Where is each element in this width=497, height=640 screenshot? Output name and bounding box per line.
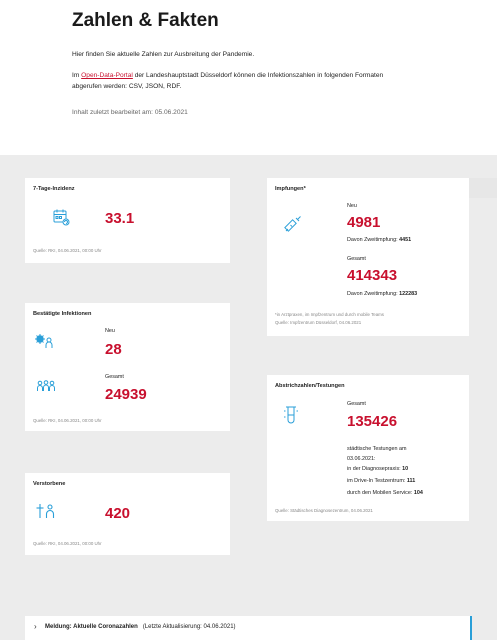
opendata-text: Im Open-Data-Portal der Landeshauptstadt Düsseldorf können die Infektionszahlen in folgenden Formaten abgerufen werden: CSV, JSON, RDF.	[72, 72, 384, 90]
deaths-source: Quelle: RKI, 04.06.2021, 00:00 Uhr	[33, 541, 102, 546]
intro-text: Hier finden Sie aktuelle Zahlen zur Ausbreitung der Pandemie.	[72, 51, 255, 58]
confirmed-total-label: Gesamt	[105, 374, 124, 380]
news-label: Meldung: Aktuelle Coronazahlen (Letzte Aktualisierung: 04.06.2021)	[45, 624, 236, 630]
incidence-value: 33.1	[105, 210, 135, 227]
last-edited-text: Inhalt zuletzt bearbeitet am: 05.06.2021	[72, 109, 188, 116]
vaccination-total-label: Gesamt	[347, 256, 366, 262]
vaccination-new-value: 4981	[347, 214, 381, 231]
chevron-right-icon: ›	[34, 622, 37, 631]
test-tube-icon	[283, 405, 299, 425]
confirmed-infections-card	[25, 303, 230, 431]
vaccination-card	[267, 178, 469, 336]
incidence-source: Quelle: RKI, 04.06.2021, 00:00 Uhr	[33, 248, 102, 253]
intro-section	[0, 0, 497, 155]
vaccination-footnote: *in Arztpraxen, im Impfzentrum und durch mobile Teams	[275, 312, 384, 317]
vaccination-source: Quelle: Impfzentrum Düsseldorf, 04.06.2021	[275, 320, 362, 325]
testing-detail-1: städtische Testungen am	[347, 446, 407, 452]
people-group-icon	[36, 379, 56, 393]
testing-total-value: 135426	[347, 413, 398, 430]
vaccination-title: Impfungen*	[275, 186, 306, 192]
confirmed-new-value: 28	[105, 341, 122, 358]
deaths-title: Verstorbene	[33, 481, 66, 487]
incidence-card	[25, 178, 230, 263]
virus-person-icon	[34, 331, 54, 349]
confirmed-source: Quelle: RKI, 04.06.2021, 00:00 Uhr	[33, 418, 102, 423]
testing-mobile: durch den Mobilen Service: 104	[347, 490, 423, 496]
testing-source: Quelle: Städtisches Diagnosezentrum, 04.06.2021	[275, 508, 373, 513]
syringe-icon	[283, 214, 303, 234]
deaths-value: 420	[105, 505, 131, 522]
confirmed-total-value: 24939	[105, 386, 147, 403]
testing-detail-2: 03.06.2021:	[347, 456, 376, 462]
calendar-refresh-icon	[52, 208, 70, 226]
testing-praxis: in der Diagnosepraxis: 10	[347, 466, 409, 472]
incidence-title: 7-Tage-Inzidenz	[33, 186, 75, 192]
testing-card	[267, 375, 469, 521]
vaccination-new-second: Davon Zweitimpfung: 4451	[347, 237, 412, 243]
testing-title: Abstrichzahlen/Testungen	[275, 383, 345, 389]
vaccination-total-value: 414343	[347, 267, 398, 284]
testing-total-label: Gesamt	[347, 401, 366, 407]
open-data-portal-link[interactable]: Open-Data-Portal	[81, 72, 133, 79]
confirmed-new-label: Neu	[105, 328, 115, 334]
vaccination-new-label: Neu	[347, 203, 357, 209]
news-accordion[interactable]	[25, 616, 472, 640]
vaccination-total-second: Davon Zweitimpfung: 122283	[347, 291, 418, 297]
confirmed-title: Bestätigte Infektionen	[33, 311, 92, 317]
cross-person-icon	[35, 503, 57, 519]
testing-drive-in: im Drive-In Testzentrum: 111	[347, 478, 416, 484]
news-accent-bar	[470, 616, 472, 640]
page-title: Zahlen & Fakten	[72, 10, 219, 31]
deaths-card	[25, 473, 230, 555]
